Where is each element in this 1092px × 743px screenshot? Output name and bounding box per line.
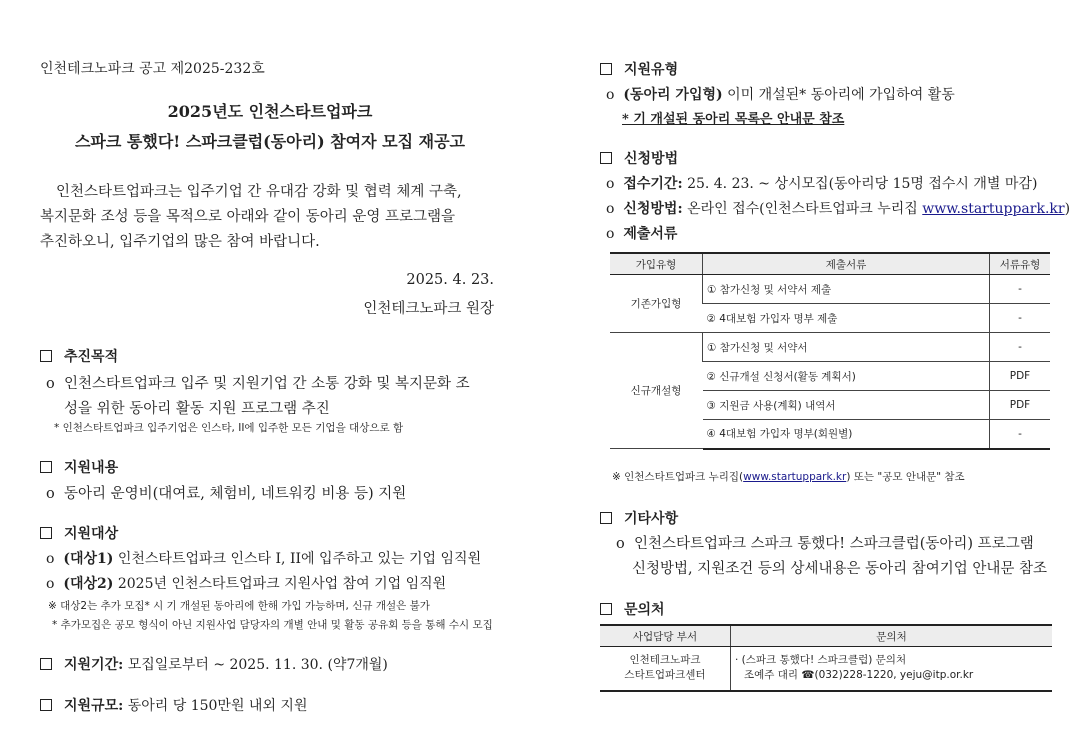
doc-number: 인천테크노파크 공고 제2025-232호 bbox=[40, 61, 265, 77]
apply-docs: o 제출서류 bbox=[606, 226, 678, 242]
other-line2: 신청방법, 지원조건 등의 상세내용은 동아리 참여기업 안내문 참조 bbox=[632, 561, 1048, 577]
square-bullet-icon bbox=[600, 152, 612, 164]
square-bullet-icon bbox=[40, 461, 52, 473]
docs-header-format: 서류유형 bbox=[990, 253, 1051, 275]
table-row: ② 신규개설 신청서(활동 계획서) PDF bbox=[610, 362, 1050, 391]
docs-group-new: 신규개설형 bbox=[610, 333, 703, 449]
square-bullet-icon bbox=[40, 699, 52, 711]
table-row: ② 4대보험 가입자 명부 제출 - bbox=[610, 304, 1050, 333]
period: 지원기간: 모집일로부터 ~ 2025. 11. 30. (약7개월) bbox=[40, 654, 388, 674]
contact-info: · (스파크 통했다! 스파크클럽) 문의처 조예주 대리 ☎(032)228-1220, yeju@itp.or.kr bbox=[731, 647, 1053, 691]
content-heading: 지원내용 bbox=[40, 457, 118, 477]
intro-line2: 복지문화 조성 등을 목적으로 아래와 같이 동아리 운영 프로그램을 bbox=[40, 209, 456, 225]
intro-line1: 인천스타트업파크는 입주기업 간 유대감 강화 및 협력 체계 구축, bbox=[56, 184, 462, 200]
square-bullet-icon bbox=[600, 512, 612, 524]
contact-header-info: 문의처 bbox=[731, 625, 1053, 647]
docs-header-type: 가입유형 bbox=[610, 253, 703, 275]
table-row: 신규개설형 ① 참가신청 및 서약서 - bbox=[610, 333, 1050, 362]
other-heading: 기타사항 bbox=[600, 508, 678, 528]
apply-method: o 신청방법: 온라인 접수(인천스타트업파크 누리집 www.startuppark.kr) bbox=[606, 201, 1071, 217]
target-note2: * 추가모집은 공모 형식이 아닌 지원사업 담당자의 개별 안내 및 활동 공유회 등을 통해 수시 모집 bbox=[52, 619, 493, 631]
purpose-heading: 추진목적 bbox=[40, 346, 118, 366]
contact-table bbox=[600, 624, 1052, 692]
intro-line3: 추진하오니, 입주기업의 많은 참여 바랍니다. bbox=[40, 234, 320, 250]
startuppark-link[interactable]: www.startuppark.kr bbox=[922, 201, 1065, 217]
apply-period: o 접수기간: 25. 4. 23. ~ 상시모집(동아리당 15명 접수시 개별 마감) bbox=[606, 176, 1038, 192]
table-row: ④ 4대보험 가입자 명부(회원별) - bbox=[610, 420, 1050, 449]
purpose-line1: o 인천스타트업파크 입주 및 지원기업 간 소통 강화 및 복지문화 조 bbox=[46, 376, 470, 392]
target-heading: 지원대상 bbox=[40, 523, 118, 543]
contact-heading: 문의처 bbox=[600, 599, 665, 619]
content-line1: o 동아리 운영비(대여료, 체험비, 네트워킹 비용 등) 지원 bbox=[46, 486, 407, 502]
target-1: o (대상1) 인천스타트업파크 인스타 I, II에 입주하고 있는 기업 임직원 bbox=[46, 551, 482, 567]
other-line1: o 인천스타트업파크 스파크 통했다! 스파크클럽(동아리) 프로그램 bbox=[616, 536, 1034, 552]
purpose-line2: 성을 위한 동아리 활동 지원 프로그램 추진 bbox=[64, 401, 330, 417]
type-heading: 지원유형 bbox=[600, 59, 678, 79]
table-row: ③ 지원금 사용(계획) 내역서 PDF bbox=[610, 391, 1050, 420]
title-line1: 2025년도 인천스타트업파크 bbox=[167, 102, 373, 121]
docs-group-existing: 기존가입형 bbox=[610, 275, 703, 333]
docs-header-doc: 제출서류 bbox=[703, 253, 990, 275]
contact-dept: 인천테크노파크 스타트업파크센터 bbox=[600, 647, 731, 691]
contact-header-dept: 사업담당 부서 bbox=[600, 625, 731, 647]
square-bullet-icon bbox=[40, 350, 52, 362]
purpose-note: * 인천스타트업파크 입주기업은 인스타, II에 입주한 모든 기업을 대상으로 함 bbox=[54, 422, 404, 434]
type-line: o (동아리 가입형) 이미 개설된* 동아리에 가입하여 활동 bbox=[606, 87, 955, 103]
table-row bbox=[600, 647, 1052, 691]
square-bullet-icon bbox=[40, 658, 52, 670]
square-bullet-icon bbox=[600, 603, 612, 615]
startuppark-note-link[interactable]: www.startuppark.kr bbox=[743, 471, 847, 483]
type-note: * 기 개설된 동아리 목록은 안내문 참조 bbox=[622, 112, 845, 127]
target-2: o (대상2) 2025년 인천스타트업파크 지원사업 참여 기업 임직원 bbox=[46, 576, 447, 592]
target-note1: ※ 대상2는 추가 모집* 시 기 개설된 동아리에 한해 가입 가능하며, 신규 개설은 불가 bbox=[48, 600, 430, 612]
square-bullet-icon bbox=[600, 63, 612, 75]
square-bullet-icon bbox=[40, 527, 52, 539]
announce-date: 2025. 4. 23. bbox=[406, 272, 494, 288]
signature: 인천테크노파크 원장 bbox=[363, 301, 494, 317]
table-row: 기존가입형 ① 참가신청 및 서약서 제출 - bbox=[610, 275, 1050, 304]
title-line2: 스파크 통했다! 스파크클럽(동아리) 참여자 모집 재공고 bbox=[74, 132, 466, 151]
docs-table bbox=[610, 252, 1050, 450]
apply-heading: 신청방법 bbox=[600, 148, 678, 168]
docs-note: ※ 인천스타트업파크 누리집(www.startuppark.kr) 또는 "공모 안내문" 참조 bbox=[612, 471, 965, 483]
scale: 지원규모: 동아리 당 150만원 내외 지원 bbox=[40, 695, 307, 715]
